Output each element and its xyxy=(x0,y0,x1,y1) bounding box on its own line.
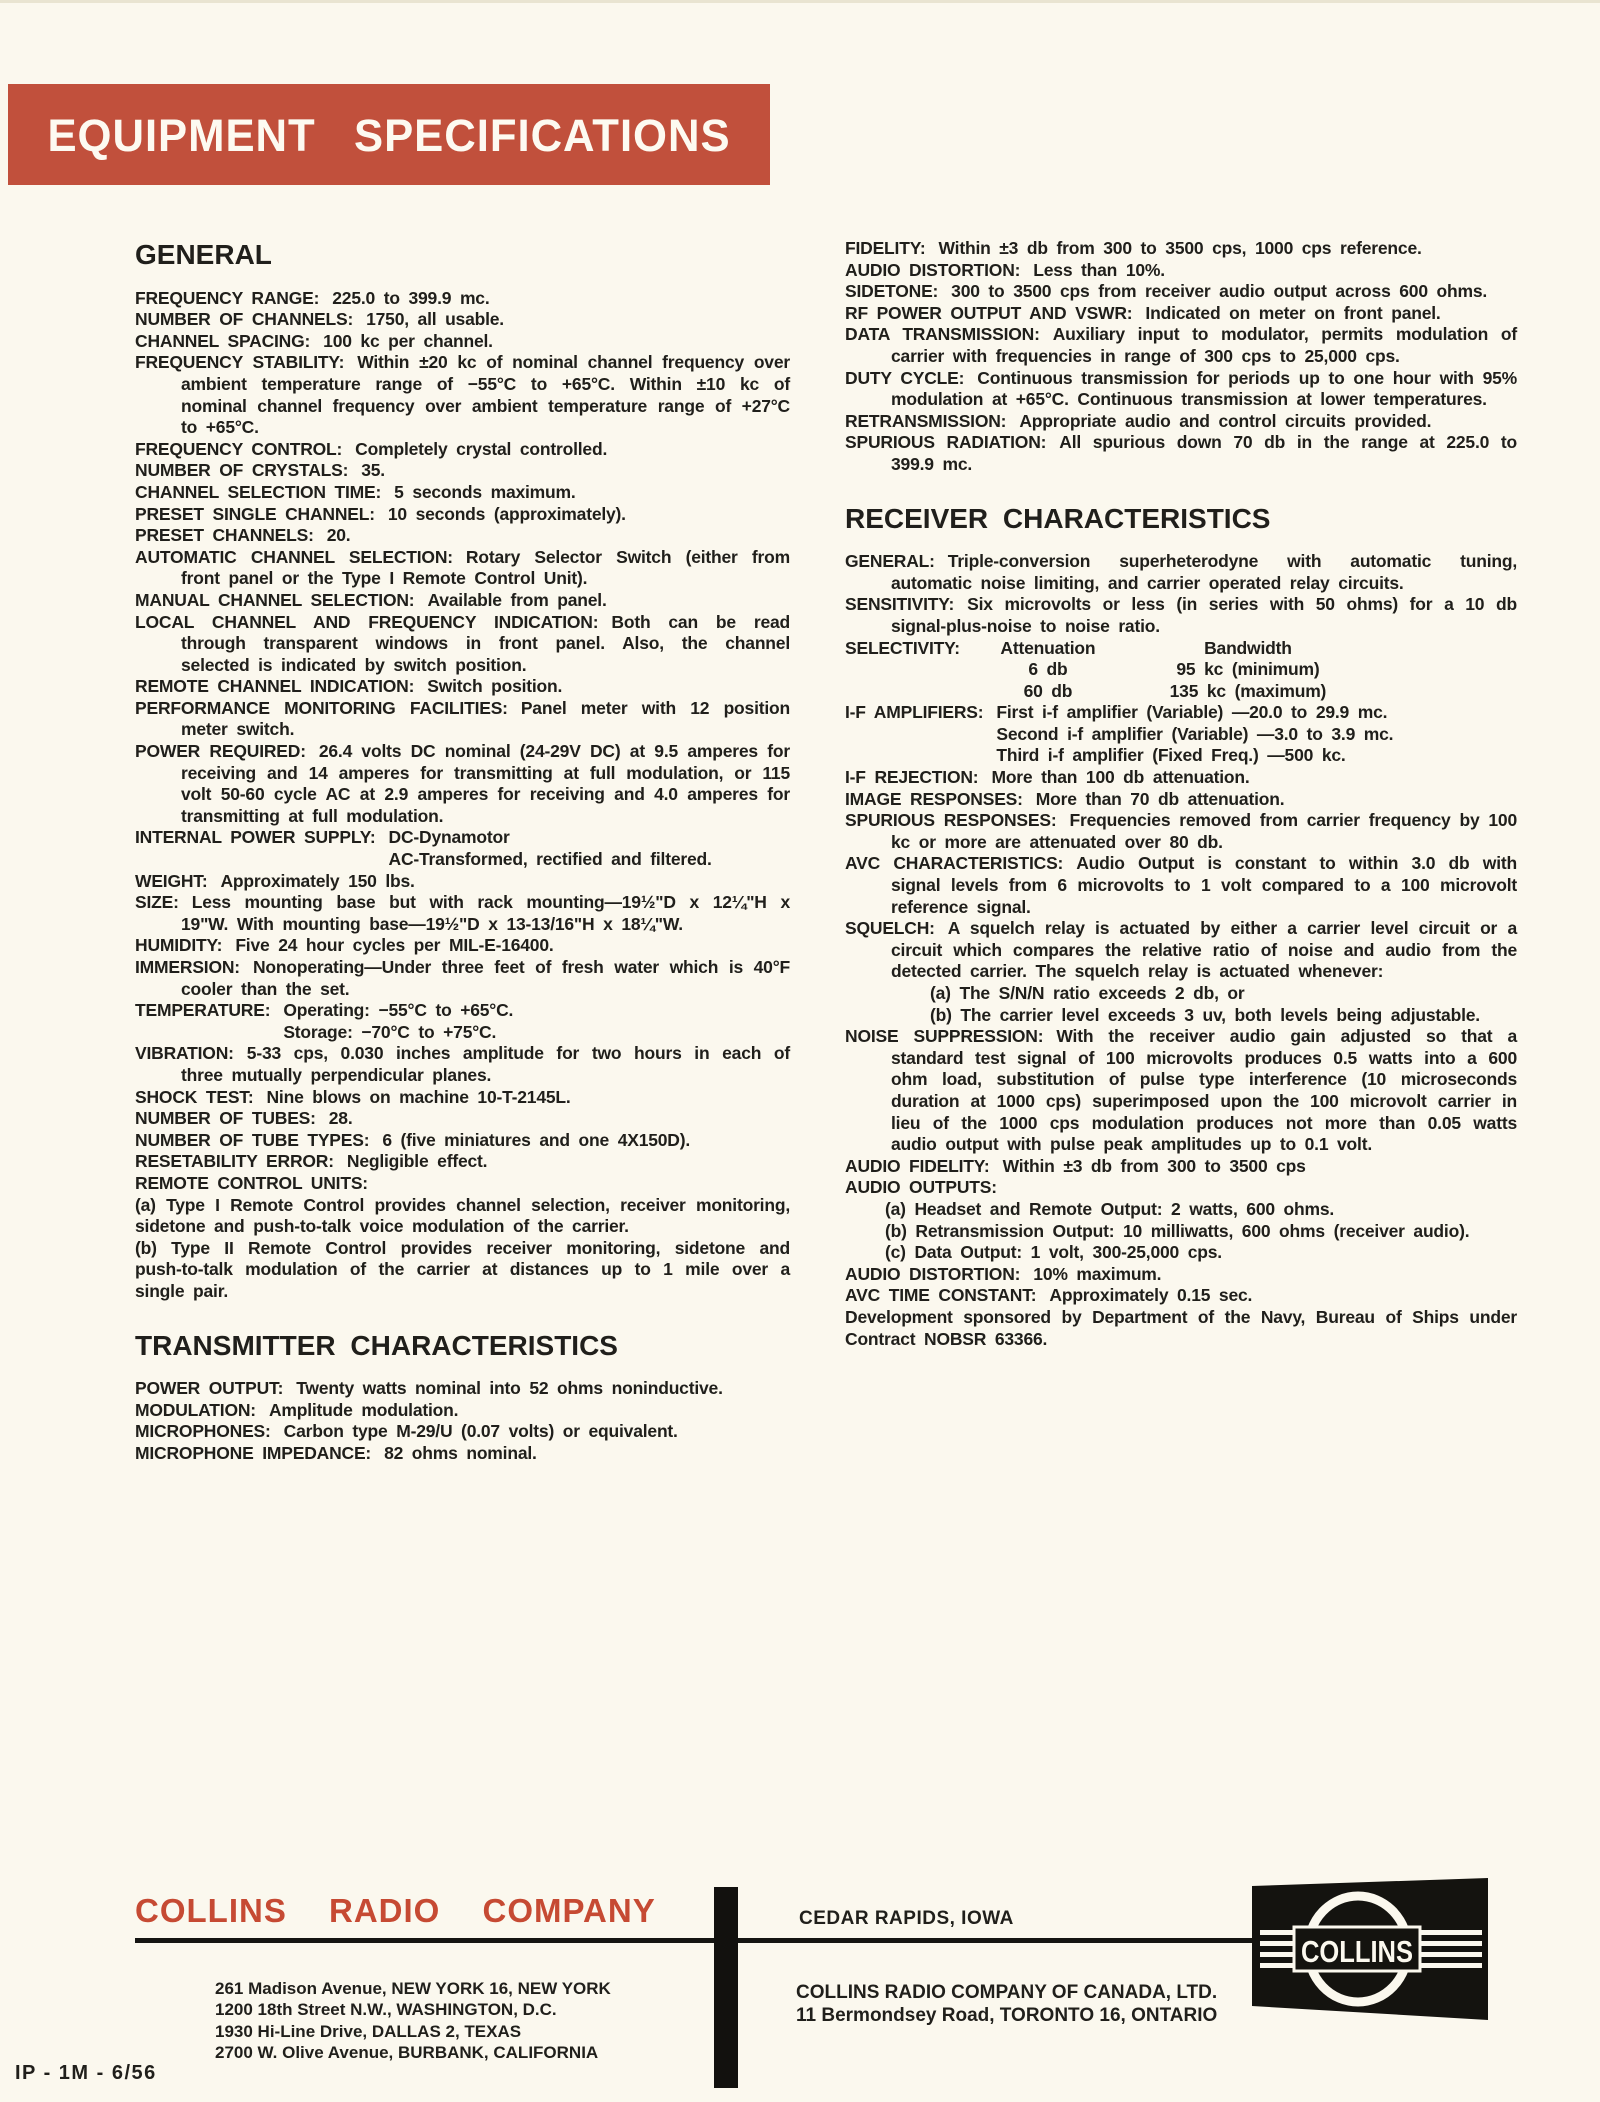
spec-item: NUMBER OF CHANNELS: 1750, all usable. xyxy=(135,309,504,330)
spec-label: PERFORMANCE MONITORING FACILITIES: xyxy=(135,697,508,718)
spec-label: GENERAL: xyxy=(845,551,935,572)
spec-label: AUDIO OUTPUTS: xyxy=(845,1177,997,1198)
spec-item: AVC TIME CONSTANT: Approximately 0.15 sec. xyxy=(845,1285,1253,1306)
table-cell: 6 db xyxy=(1028,659,1068,680)
spec-item: GENERAL: Triple-conversion superheterodyne with automatic tuning, automatic noise limiting, and carrier operated relay circuits. xyxy=(845,551,1517,593)
spec-item: CHANNEL SELECTION TIME: 5 seconds maximum. xyxy=(135,481,576,502)
spec-value-line: DC-Dynamotor xyxy=(388,827,510,848)
spec-label: POWER REQUIRED: xyxy=(135,741,306,762)
footer-address-line: 1930 Hi-Line Drive, DALLAS 2, TEXAS xyxy=(215,2021,522,2041)
footer-canada-address: 11 Bermondsey Road, TORONTO 16, ONTARIO xyxy=(796,2005,1218,2026)
spec-subitem: (a) Type I Remote Control provides channel selection, receiver monitoring, sidetone and push-to-talk voice modulation of the carrier. xyxy=(135,1194,790,1237)
spec-item: RESETABILITY ERROR: Negligible effect. xyxy=(135,1151,488,1172)
spec-item: AUTOMATIC CHANNEL SELECTION: Rotary Selector Switch (either from front panel or the Type I Remote Control Unit). xyxy=(135,546,790,589)
spec-item xyxy=(135,1000,790,1043)
spec-subitem: (b) Type II Remote Control provides receiver monitoring, sidetone and push-to-talk modulation of the carrier at distances up to 1 mile over a single pair. xyxy=(135,1237,790,1301)
spec-column-left xyxy=(135,239,791,1464)
spec-label: WEIGHT: xyxy=(135,870,208,891)
spec-label: SHOCK TEST: xyxy=(135,1086,254,1107)
spec-item: DUTY CYCLE: Continuous transmission for periods up to one hour with 95% modulation at +65°C. Continuous transmission at lower temperatures. xyxy=(845,367,1517,410)
section-heading: TRANSMITTER CHARACTERISTICS xyxy=(135,1329,618,1361)
spec-subitem: (a) Headset and Remote Output: 2 watts, 600 ohms. xyxy=(885,1198,1335,1219)
spec-item xyxy=(845,702,1517,767)
footer-address-line: 261 Madison Avenue, NEW YORK 16, NEW YORK xyxy=(215,1979,611,1998)
spec-item: FREQUENCY RANGE: 225.0 to 399.9 mc. xyxy=(135,287,490,308)
spec-label: RF POWER OUTPUT AND VSWR: xyxy=(845,302,1133,323)
spec-column-right xyxy=(845,238,1517,1350)
spec-item: SHOCK TEST: Nine blows on machine 10-T-2145L. xyxy=(135,1086,571,1107)
spec-label: POWER OUTPUT: xyxy=(135,1378,284,1399)
footer-cedar-rapids: CEDAR RAPIDS, IOWA xyxy=(799,1908,1014,1929)
footer-canada-company: COLLINS RADIO COMPANY OF CANADA, LTD. xyxy=(796,1982,1218,2003)
spec-label: AUTOMATIC CHANNEL SELECTION: xyxy=(135,546,453,567)
table-cell: 95 kc (minimum) xyxy=(1176,659,1320,680)
spec-item: SIZE: Less mounting base but with rack mounting—19½"D x 12¼"H x 19"W. With mounting base—19½"D x 13-13/16"H x 18¼"W. xyxy=(135,892,790,934)
spec-label: CHANNEL SPACING: xyxy=(135,330,311,351)
footer-company-name: COLLINS RADIO COMPANY xyxy=(135,1892,656,1929)
spec-label: AVC CHARACTERISTICS: xyxy=(845,853,1064,874)
spec-item: MANUAL CHANNEL SELECTION: Available from panel. xyxy=(135,589,607,610)
sponsor-note: Development sponsored by Department of the Navy, Bureau of Ships under Contract NOBSR 63366. xyxy=(845,1306,1517,1349)
spec-label: I-F REJECTION: xyxy=(845,767,979,788)
spec-item: MICROPHONE IMPEDANCE: 82 ohms nominal. xyxy=(135,1442,537,1463)
footer-canada-block xyxy=(796,1981,1217,2027)
spec-label: FREQUENCY RANGE: xyxy=(135,287,320,308)
spec-item: HUMIDITY: Five 24 hour cycles per MIL-E-16400. xyxy=(135,935,554,956)
spec-item: AUDIO DISTORTION: 10% maximum. xyxy=(845,1263,1162,1284)
table-cell: 135 kc (maximum) xyxy=(1169,680,1327,701)
spec-item: AUDIO FIDELITY: Within ±3 db from 300 to 3500 cps xyxy=(845,1155,1306,1176)
spec-item: PRESET SINGLE CHANNEL: 10 seconds (approximately). xyxy=(135,503,626,524)
footer-address-line: 2700 W. Olive Avenue, BURBANK, CALIFORNIA xyxy=(215,2042,599,2062)
spec-group-lead xyxy=(135,1173,790,1195)
spec-label: SQUELCH: xyxy=(845,918,935,939)
spec-item: SIDETONE: 300 to 3500 cps from receiver audio output across 600 ohms. xyxy=(845,281,1488,302)
spec-label: LOCAL CHANNEL AND FREQUENCY INDICATION: xyxy=(135,611,599,632)
spec-item: POWER REQUIRED: 26.4 volts DC nominal (24-29V DC) at 9.5 amperes for receiving and 14 amperes for transmitting at full modulation, or 115 volt 50-60 cycle AC at 2.9 amperes for receiving and 4.0 amperes for transmitting at full modulation. xyxy=(135,741,790,826)
spec-item: SPURIOUS RADIATION: All spurious down 70 db in the range at 225.0 to 399.9 mc. xyxy=(845,432,1517,474)
spec-label: INTERNAL POWER SUPPLY: xyxy=(135,827,376,848)
spec-subitem: (b) The carrier level exceeds 3 uv, both levels being adjustable. xyxy=(930,1004,1480,1025)
spec-value-line: Third i-f amplifier (Fixed Freq.) —500 kc. xyxy=(996,745,1346,766)
spec-item xyxy=(845,918,1517,1026)
spec-group-lead: SQUELCH: A squelch relay is actuated by either a carrier level circuit or a circuit which compares the relative ratio of noise and audio from the detected carrier. The squelch relay is actuated whenever: xyxy=(845,918,1517,982)
spec-item: FREQUENCY CONTROL: Completely crystal controlled. xyxy=(135,438,608,459)
spec-label: AUDIO DISTORTION: xyxy=(845,1263,1021,1284)
spec-item xyxy=(845,1177,1517,1263)
selectivity-table xyxy=(845,638,1517,703)
spec-item: SPURIOUS RESPONSES: Frequencies removed from carrier frequency by 100 kc or more are attenuated over 80 db. xyxy=(845,810,1517,852)
section-heading: GENERAL xyxy=(135,239,272,270)
spec-label: AUDIO DISTORTION: xyxy=(845,259,1021,280)
spec-label: HUMIDITY: xyxy=(135,935,223,956)
spec-item: PERFORMANCE MONITORING FACILITIES: Panel meter with 12 position meter switch. xyxy=(135,697,791,740)
footer-rule xyxy=(135,1938,1254,1943)
spec-item: AUDIO DISTORTION: Less than 10%. xyxy=(845,259,1165,280)
table-column xyxy=(973,638,1123,703)
spec-item: RF POWER OUTPUT AND VSWR: Indicated on meter on front panel. xyxy=(845,302,1441,323)
spec-label: PRESET CHANNELS: xyxy=(135,525,314,546)
spec-label: VIBRATION: xyxy=(135,1043,234,1064)
spec-label: SPURIOUS RADIATION: xyxy=(845,432,1047,453)
spec-label: MANUAL CHANNEL SELECTION: xyxy=(135,589,415,610)
imprint-code: IP - 1M - 6/56 xyxy=(15,2062,157,2084)
spec-item: MODULATION: Amplitude modulation. xyxy=(135,1399,459,1420)
spec-value-line: Second i-f amplifier (Variable) —3.0 to 3.9 mc. xyxy=(996,723,1394,744)
spec-label: REMOTE CONTROL UNITS: xyxy=(135,1172,368,1193)
spec-item: VIBRATION: 5-33 cps, 0.030 inches amplitude for two hours in each of three mutually perpendicular planes. xyxy=(135,1043,790,1085)
spec-label: NOISE SUPPRESSION: xyxy=(845,1026,1044,1047)
spec-label: FREQUENCY CONTROL: xyxy=(135,438,343,459)
spec-subitem: (c) Data Output: 1 volt, 300-25,000 cps. xyxy=(885,1242,1222,1263)
table-cell: 60 db xyxy=(1023,680,1073,701)
spec-label: SENSITIVITY: xyxy=(845,594,955,615)
spec-item: NUMBER OF TUBES: 28. xyxy=(135,1108,353,1129)
page-top-edge xyxy=(0,0,1600,3)
spec-label: TEMPERATURE: xyxy=(135,1000,271,1021)
spec-value-line: AC-Transformed, rectified and filtered. xyxy=(388,849,712,870)
collins-logo-text: COLLINS xyxy=(1301,1934,1413,1969)
spec-value-line: Storage: −70°C to +75°C. xyxy=(283,1021,497,1042)
spec-value-lines xyxy=(283,1000,790,1043)
table-header: Attenuation xyxy=(1000,637,1096,658)
spec-label: PRESET SINGLE CHANNEL: xyxy=(135,503,375,524)
spec-item: FREQUENCY STABILITY: Within ±20 kc of nominal channel frequency over ambient temperature range of −55°C to +65°C. Within ±10 kc of nominal channel frequency over ambient temperature range of +27°C to +65°C. xyxy=(135,352,790,438)
spec-item xyxy=(135,827,790,870)
spec-subitem: (a) The S/N/N ratio exceeds 2 db, or xyxy=(930,983,1245,1003)
spec-item: I-F REJECTION: More than 100 db attenuation. xyxy=(845,767,1250,788)
spec-item: AVC CHARACTERISTICS: Audio Output is constant to within 3.0 db with signal levels from 6 microvolts to 1 volt compared to a 100 microvolt reference signal. xyxy=(845,853,1517,917)
spec-label: IMAGE RESPONSES: xyxy=(845,788,1023,809)
footer-divider-bar xyxy=(714,1887,738,2088)
spec-item: CHANNEL SPACING: 100 kc per channel. xyxy=(135,330,493,351)
spec-item: LOCAL CHANNEL AND FREQUENCY INDICATION: Both can be read through transparent windows in front panel. Also, the channel selected is indicated by switch position. xyxy=(135,611,791,675)
spec-item: WEIGHT: Approximately 150 lbs. xyxy=(135,870,415,891)
spec-label: AVC TIME CONSTANT: xyxy=(845,1285,1037,1306)
spec-label: FIDELITY: xyxy=(845,238,926,258)
spec-item: RETRANSMISSION: Appropriate audio and control circuits provided. xyxy=(845,410,1432,431)
spec-value-line: Operating: −55°C to +65°C. xyxy=(283,1000,514,1021)
page-title: EQUIPMENT SPECIFICATIONS xyxy=(47,110,731,161)
title-band xyxy=(8,84,770,185)
spec-label: SIZE: xyxy=(135,892,179,913)
spec-label: NUMBER OF TUBES: xyxy=(135,1108,316,1129)
spec-label: SIDETONE: xyxy=(845,281,939,302)
spec-item: FIDELITY: Within ±3 db from 300 to 3500 cps, 1000 cps reference. xyxy=(845,238,1422,258)
spec-value-lines xyxy=(996,702,1517,767)
spec-item: NUMBER OF TUBE TYPES: 6 (five miniatures and one 4X150D). xyxy=(135,1129,691,1150)
spec-label: AUDIO FIDELITY: xyxy=(845,1155,990,1176)
spec-item: PRESET CHANNELS: 20. xyxy=(135,525,351,546)
section-heading: RECEIVER CHARACTERISTICS xyxy=(845,502,1271,534)
spec-subitem: (b) Retransmission Output: 10 milliwatts, 600 ohms (receiver audio). xyxy=(885,1220,1470,1241)
spec-label: FREQUENCY STABILITY: xyxy=(135,352,345,373)
footer-addresses xyxy=(215,1978,611,2063)
spec-item: DATA TRANSMISSION: Auxiliary input to modulator, permits modulation of carrier with frequencies in range of 300 cps to 25,000 cps. xyxy=(845,324,1517,366)
spec-item: NUMBER OF CRYSTALS: 35. xyxy=(135,460,385,481)
spec-item: POWER OUTPUT: Twenty watts nominal into 52 ohms noninductive. xyxy=(135,1378,723,1399)
spec-label: DATA TRANSMISSION: xyxy=(845,324,1040,345)
spec-item: IMAGE RESPONSES: More than 70 db attenuation. xyxy=(845,788,1285,809)
spec-label: DUTY CYCLE: xyxy=(845,367,965,388)
spec-label: NUMBER OF CHANNELS: xyxy=(135,309,354,330)
spec-item: IMMERSION: Nonoperating—Under three feet of fresh water which is 40°F cooler than the set. xyxy=(135,957,790,999)
table-header: Bandwidth xyxy=(1204,637,1292,658)
spec-label: RETRANSMISSION: xyxy=(845,410,1007,431)
spec-value-lines xyxy=(389,827,790,870)
spec-item: NOISE SUPPRESSION: With the receiver audio gain adjusted so that a standard test signal of 100 microvolts produces 0.5 watts into a 600 ohm load, substitution of pulse type interference (10 microseconds duration at 1000 cps) superimposed upon the 100 microvolt carrier in lieu of the 1000 cps modulation produces not more than 0.05 watts audio output with pulse peak amplitudes up to 0.1 volt. xyxy=(845,1026,1518,1155)
spec-label: MODULATION: xyxy=(135,1399,256,1420)
footer-address-line: 1200 18th Street N.W., WASHINGTON, D.C. xyxy=(215,2000,557,2020)
spec-item xyxy=(135,1173,790,1303)
spec-label: CHANNEL SELECTION TIME: xyxy=(135,481,382,502)
spec-label: MICROPHONES: xyxy=(135,1421,271,1442)
spec-label: I-F AMPLIFIERS: xyxy=(845,702,984,723)
spec-label: RESETABILITY ERROR: xyxy=(135,1151,334,1172)
spec-label: MICROPHONE IMPEDANCE: xyxy=(135,1442,372,1463)
spec-item: SENSITIVITY: Six microvolts or less (in series with 50 ohms) for a 10 db signal-plus-noise to noise ratio. xyxy=(845,594,1517,636)
spec-label: SELECTIVITY: xyxy=(845,637,960,658)
spec-label: IMMERSION: xyxy=(135,957,240,977)
spec-label: NUMBER OF CRYSTALS: xyxy=(135,460,349,481)
table-column xyxy=(1123,638,1373,703)
spec-group-lead xyxy=(845,1177,1517,1199)
spec-label: REMOTE CHANNEL INDICATION: xyxy=(135,676,415,697)
spec-value-line: First i-f amplifier (Variable) —20.0 to 29.9 mc. xyxy=(996,702,1388,723)
collins-logo xyxy=(1252,1878,1488,2020)
spec-item: REMOTE CHANNEL INDICATION: Switch position. xyxy=(135,676,563,697)
spec-item: MICROPHONES: Carbon type M-29/U (0.07 volts) or equivalent. xyxy=(135,1421,678,1442)
spec-label: NUMBER OF TUBE TYPES: xyxy=(135,1129,370,1150)
spec-label: SPURIOUS RESPONSES: xyxy=(845,810,1057,831)
